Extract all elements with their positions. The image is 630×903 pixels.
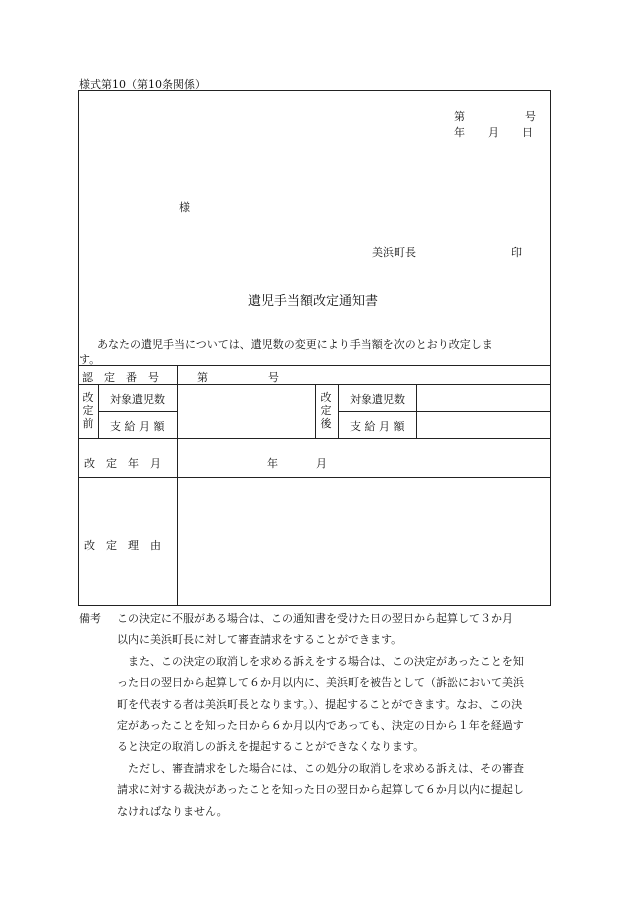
number-suffix: 号	[525, 110, 536, 123]
column-divider	[338, 384, 339, 438]
notes-line: った日の翌日から起算して６か月以内に、美浜町を被告として（訴訟において美浜	[117, 676, 524, 690]
notes-line: ると決定の取消しの訴えを提起することができなくなります。	[117, 740, 425, 754]
addressee-suffix: 様	[179, 201, 190, 214]
notes-line: 定があったことを知った日から６か月以内であっても、決定の日から１年を経過す	[117, 719, 524, 733]
before-payment-label: 支 給 月 額	[110, 420, 165, 433]
revision-date-label: 改 定 年 月	[84, 457, 161, 470]
row-divider	[98, 411, 177, 412]
column-divider	[177, 365, 178, 606]
date-month: 月	[488, 126, 499, 139]
notes-line: 以内に美浜町長に対して審査請求をすることができます。	[117, 633, 403, 647]
notes	[79, 608, 559, 822]
notes-line: また、この決定の取消しを求める訴えをする場合は、この決定があったことを知	[128, 654, 524, 668]
revision-reason-label: 改 定 理 由	[84, 539, 161, 552]
issuer-name: 美浜町長	[372, 246, 416, 259]
column-divider	[416, 384, 417, 438]
cert-no-label: 認 定 番 号	[82, 371, 159, 384]
column-divider	[315, 384, 316, 438]
notes-label: 備考	[79, 612, 101, 625]
after-label: 改定後	[320, 391, 332, 430]
cert-no-prefix: 第	[197, 371, 208, 384]
revision-month: 月	[316, 457, 327, 470]
date-year: 年	[454, 126, 465, 139]
document-title: 遺児手当額改定通知書	[248, 294, 379, 309]
intro-line-1: あなたの遺児手当については、遺児数の変更により手当額を次のとおり改定しま	[97, 338, 493, 351]
form-label: 様式第10（第10条関係）	[79, 78, 206, 91]
cert-no-suffix: 号	[268, 371, 279, 384]
table-top-border	[78, 365, 551, 366]
number-prefix: 第	[454, 110, 465, 123]
after-payment-label: 支 給 月 額	[350, 420, 405, 433]
issuer-seal: 印	[511, 246, 522, 259]
after-children-label: 対象遺児数	[350, 393, 405, 406]
row-divider	[78, 438, 551, 439]
intro-line-2: す。	[79, 353, 101, 366]
before-children-label: 対象遺児数	[110, 393, 165, 406]
notes-line: 町を代表する者は美浜町長となります。）、提起することができます。なお、この決	[117, 697, 523, 711]
column-divider	[98, 384, 99, 438]
date-day: 日	[522, 126, 533, 139]
notes-line: ただし、審査請求をした場合には、この処分の取消しを求める訴えは、その審査	[128, 761, 524, 775]
before-label: 改定前	[82, 391, 94, 430]
notes-line: 請求に対する裁決があったことを知った日の翌日から起算して６か月以内に提起し	[117, 783, 524, 797]
row-divider	[338, 411, 551, 412]
revision-year: 年	[267, 457, 278, 470]
notes-line: この決定に不服がある場合は、この通知書を受けた日の翌日から起算して３か月	[117, 612, 513, 625]
notes-line: なければなりません。	[117, 804, 228, 818]
row-divider	[78, 477, 551, 478]
